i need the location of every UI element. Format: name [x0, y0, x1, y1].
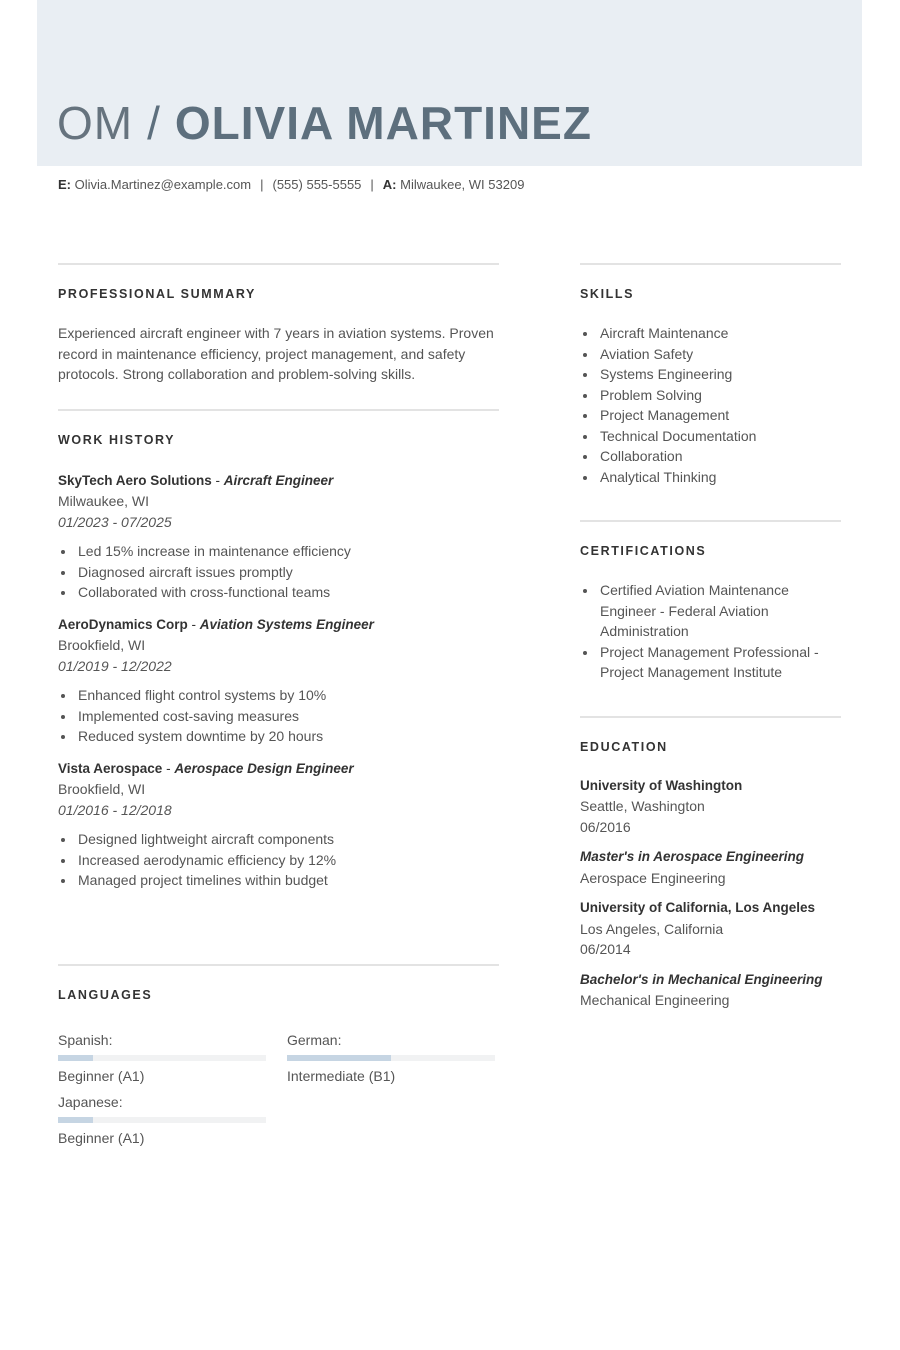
language-level: Beginner (A1) [58, 1129, 145, 1146]
language-name: Japanese: [58, 1094, 123, 1110]
degree: Bachelor's in Mechanical Engineering [580, 971, 823, 987]
section-heading: SKILLS [580, 287, 635, 301]
job-dates: 01/2016 - 12/2018 [58, 801, 172, 818]
skill-item: • Technical Documentation [598, 426, 841, 447]
degree: Master's in Aerospace Engineering [580, 849, 805, 864]
job-location: Brookfield, WI [58, 637, 146, 653]
job-title: Aerospace Design Engineer [174, 760, 354, 776]
languages-section [58, 966, 499, 1024]
address: Milwaukee, WI 53209 [400, 177, 525, 192]
skill-item: • Analytical Thinking [598, 467, 841, 488]
job-title: Aircraft Engineer [223, 472, 334, 488]
school: University of Washington [580, 777, 743, 793]
proficiency-fill [287, 1055, 391, 1061]
contact-line [58, 177, 524, 192]
right-column [580, 263, 841, 1021]
job-bullet: • Enhanced flight control systems by 10% [76, 685, 499, 706]
divider [580, 263, 841, 265]
job-bullet: • Managed project timelines within budget [76, 870, 499, 891]
initials: OM [57, 97, 134, 149]
job-entry [58, 615, 499, 747]
address-label: A: [382, 177, 397, 192]
divider: | [370, 177, 374, 192]
job-bullet: • Collaborated with cross-functional teams [76, 582, 499, 603]
job-location: Milwaukee, WI [58, 493, 150, 509]
section-heading: CERTIFICATIONS [580, 544, 707, 558]
job-heading [58, 615, 499, 636]
divider [580, 716, 841, 718]
company: Vista Aerospace [58, 760, 163, 776]
degree-entry [580, 847, 841, 888]
certification-item: • Certified Aviation Maintenance Engineer - Federal Aviation Administration [598, 580, 841, 642]
skill-item: • Systems Engineering [598, 364, 841, 385]
skill-item: • Problem Solving [598, 385, 841, 406]
company: AeroDynamics Corp [58, 616, 188, 632]
degree-entry [580, 970, 841, 1011]
company: SkyTech Aero Solutions [58, 472, 212, 488]
job-bullet: • Designed lightweight aircraft components [76, 829, 499, 850]
dash: - [162, 760, 175, 776]
language-name: German: [287, 1032, 342, 1048]
proficiency-bar [287, 1055, 495, 1061]
certifications-section [580, 544, 841, 683]
divider [58, 409, 499, 411]
job-bullet: • Led 15% increase in maintenance efficiency [76, 541, 499, 562]
proficiency-bar [58, 1055, 266, 1061]
job-dates: 01/2023 - 07/2025 [58, 513, 172, 530]
section-heading: WORK HISTORY [58, 432, 176, 447]
skill-item: • Project Management [598, 405, 841, 426]
school: University of California, Los Angeles [580, 900, 816, 915]
full-name: OLIVIA MARTINEZ [174, 97, 592, 149]
skill-item: • Aircraft Maintenance [598, 323, 841, 344]
header-banner [37, 0, 862, 166]
job-dates: 01/2019 - 12/2022 [58, 657, 172, 674]
divider [58, 263, 499, 265]
job-heading [58, 471, 499, 492]
school-location: Los Angeles, California [580, 920, 724, 937]
proficiency-fill [58, 1055, 93, 1061]
job-entry [58, 759, 499, 891]
job-entry [58, 471, 499, 603]
field-of-study: Aerospace Engineering [580, 869, 726, 886]
section-heading: LANGUAGES [58, 988, 153, 1002]
language-item [58, 1030, 266, 1086]
job-heading [58, 759, 499, 780]
divider: | [260, 177, 264, 192]
job-title: Aviation Systems Engineer [199, 616, 374, 632]
name-separator: / [147, 97, 161, 149]
field-of-study: Mechanical Engineering [580, 992, 730, 1008]
education-entry [580, 898, 841, 960]
work-section [58, 433, 499, 891]
phone: (555) 555-5555 [272, 177, 362, 192]
job-location: Brookfield, WI [58, 781, 146, 797]
dash: - [211, 472, 224, 488]
school-location: Seattle, Washington [580, 798, 705, 814]
section-heading: PROFESSIONAL SUMMARY [58, 287, 256, 301]
language-level: Beginner (A1) [58, 1067, 145, 1084]
language-item [58, 1092, 266, 1148]
education-entry [580, 776, 841, 838]
certification-item: • Project Management Professional - Project Management Institute [598, 642, 841, 683]
left-column [58, 263, 499, 903]
summary-text: Experienced aircraft engineer with 7 years in aviation systems. Proven record in maintenance efficiency, project management, and safety protocols. Strong collaboration and problem-solving skills. [58, 325, 494, 382]
graduation-date: 06/2014 [580, 941, 631, 957]
language-item [287, 1030, 495, 1086]
skill-item: • Collaboration [598, 446, 841, 467]
skill-item: • Aviation Safety [598, 344, 841, 365]
job-bullet: • Diagnosed aircraft issues promptly [76, 562, 499, 583]
job-bullet: • Increased aerodynamic efficiency by 12% [76, 850, 499, 871]
divider [580, 520, 841, 522]
language-level: Intermediate (B1) [287, 1067, 396, 1084]
job-bullet: • Reduced system downtime by 20 hours [76, 726, 499, 747]
email: Olivia.Martinez@example.com [74, 177, 252, 192]
proficiency-fill [58, 1117, 93, 1123]
graduation-date: 06/2016 [580, 818, 631, 835]
summary-section [58, 287, 499, 385]
email-label: E: [58, 177, 71, 192]
job-bullet: • Implemented cost-saving measures [76, 706, 499, 727]
candidate-name [57, 96, 592, 150]
section-heading: EDUCATION [580, 739, 668, 754]
dash: - [187, 616, 200, 632]
language-name: Spanish: [58, 1032, 113, 1048]
skills-section [580, 287, 841, 487]
education-section [580, 740, 841, 1011]
proficiency-bar [58, 1117, 266, 1123]
